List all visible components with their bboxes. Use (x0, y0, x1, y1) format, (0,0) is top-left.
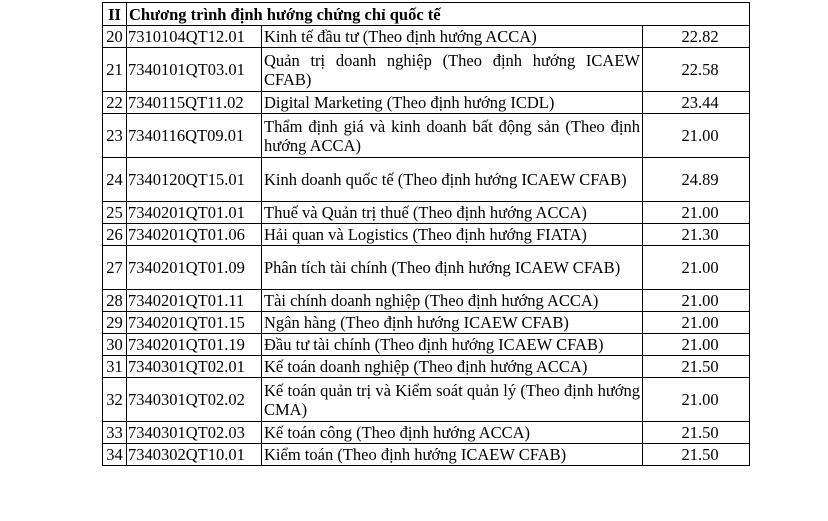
program-code: 7340201QT01.11 (127, 290, 262, 312)
program-name: Kinh tế đầu tư (Theo định hướng ACCA) (262, 26, 643, 48)
program-code: 7340301QT02.03 (127, 422, 262, 444)
row-number: 34 (103, 444, 127, 466)
table-row (103, 356, 750, 378)
table-row (103, 334, 750, 356)
row-number: 29 (103, 312, 127, 334)
admission-score: 21.00 (643, 114, 750, 158)
admission-score: 22.58 (643, 48, 750, 92)
program-code: 7340201QT01.15 (127, 312, 262, 334)
admission-score: 21.50 (643, 422, 750, 444)
program-code: 7340101QT03.01 (127, 48, 262, 92)
program-code: 7340115QT11.02 (127, 92, 262, 114)
program-code: 7340301QT02.01 (127, 356, 262, 378)
table-row (103, 202, 750, 224)
program-name: Đầu tư tài chính (Theo định hướng ICAEW CFAB) (262, 334, 643, 356)
program-name: Digital Marketing (Theo định hướng ICDL) (262, 92, 643, 114)
program-name: Quản trị doanh nghiệp (Theo định hướng ICAEW CFAB) (262, 48, 643, 92)
program-name: Hải quan và Logistics (Theo định hướng FIATA) (262, 224, 643, 246)
row-number: 25 (103, 202, 127, 224)
table-row (103, 444, 750, 466)
row-number: 31 (103, 356, 127, 378)
program-name: Thuế và Quản trị thuế (Theo định hướng ACCA) (262, 202, 643, 224)
row-number: 30 (103, 334, 127, 356)
section-title: Chương trình định hướng chứng chỉ quốc tế (127, 3, 750, 26)
admission-score: 21.50 (643, 356, 750, 378)
table-row (103, 422, 750, 444)
table-row (103, 158, 750, 202)
admission-score: 21.00 (643, 378, 750, 422)
section-number: II (103, 3, 127, 26)
table-row (103, 48, 750, 92)
row-number: 23 (103, 114, 127, 158)
program-code: 7340201QT01.01 (127, 202, 262, 224)
row-number: 22 (103, 92, 127, 114)
admission-score: 21.00 (643, 246, 750, 290)
row-number: 20 (103, 26, 127, 48)
row-number: 33 (103, 422, 127, 444)
program-name: Kiểm toán (Theo định hướng ICAEW CFAB) (262, 444, 643, 466)
program-code: 7340120QT15.01 (127, 158, 262, 202)
table-row (103, 312, 750, 334)
admission-score: 23.44 (643, 92, 750, 114)
table-row (103, 246, 750, 290)
admission-score: 21.00 (643, 312, 750, 334)
admission-score: 21.50 (643, 444, 750, 466)
table-row (103, 224, 750, 246)
program-name: Tài chính doanh nghiệp (Theo định hướng ACCA) (262, 290, 643, 312)
row-number: 26 (103, 224, 127, 246)
program-code: 7340301QT02.02 (127, 378, 262, 422)
program-code: 7340201QT01.19 (127, 334, 262, 356)
program-name: Ngân hàng (Theo định hướng ICAEW CFAB) (262, 312, 643, 334)
program-name: Kế toán quản trị và Kiểm soát quản lý (Theo định hướng CMA) (262, 378, 643, 422)
table-row (103, 378, 750, 422)
row-number: 21 (103, 48, 127, 92)
program-code: 7340116QT09.01 (127, 114, 262, 158)
admission-score: 21.00 (643, 290, 750, 312)
section-header-row (103, 3, 750, 26)
program-name: Kinh doanh quốc tế (Theo định hướng ICAEW CFAB) (262, 158, 643, 202)
program-code: 7340201QT01.09 (127, 246, 262, 290)
program-code: 7340302QT10.01 (127, 444, 262, 466)
table-row (103, 26, 750, 48)
admission-score: 24.89 (643, 158, 750, 202)
admission-score: 22.82 (643, 26, 750, 48)
program-name: Kế toán doanh nghiệp (Theo định hướng ACCA) (262, 356, 643, 378)
table-row (103, 290, 750, 312)
program-name: Thẩm định giá và kinh doanh bất động sản (Theo định hướng ACCA) (262, 114, 643, 158)
program-name: Kế toán công (Theo định hướng ACCA) (262, 422, 643, 444)
row-number: 24 (103, 158, 127, 202)
program-name: Phân tích tài chính (Theo định hướng ICAEW CFAB) (262, 246, 643, 290)
program-code: 7310104QT12.01 (127, 26, 262, 48)
admission-score: 21.00 (643, 202, 750, 224)
row-number: 27 (103, 246, 127, 290)
admission-score: 21.30 (643, 224, 750, 246)
row-number: 28 (103, 290, 127, 312)
admission-score: 21.00 (643, 334, 750, 356)
admission-score-table (102, 2, 750, 466)
table-row (103, 92, 750, 114)
table-row (103, 114, 750, 158)
row-number: 32 (103, 378, 127, 422)
program-code: 7340201QT01.06 (127, 224, 262, 246)
